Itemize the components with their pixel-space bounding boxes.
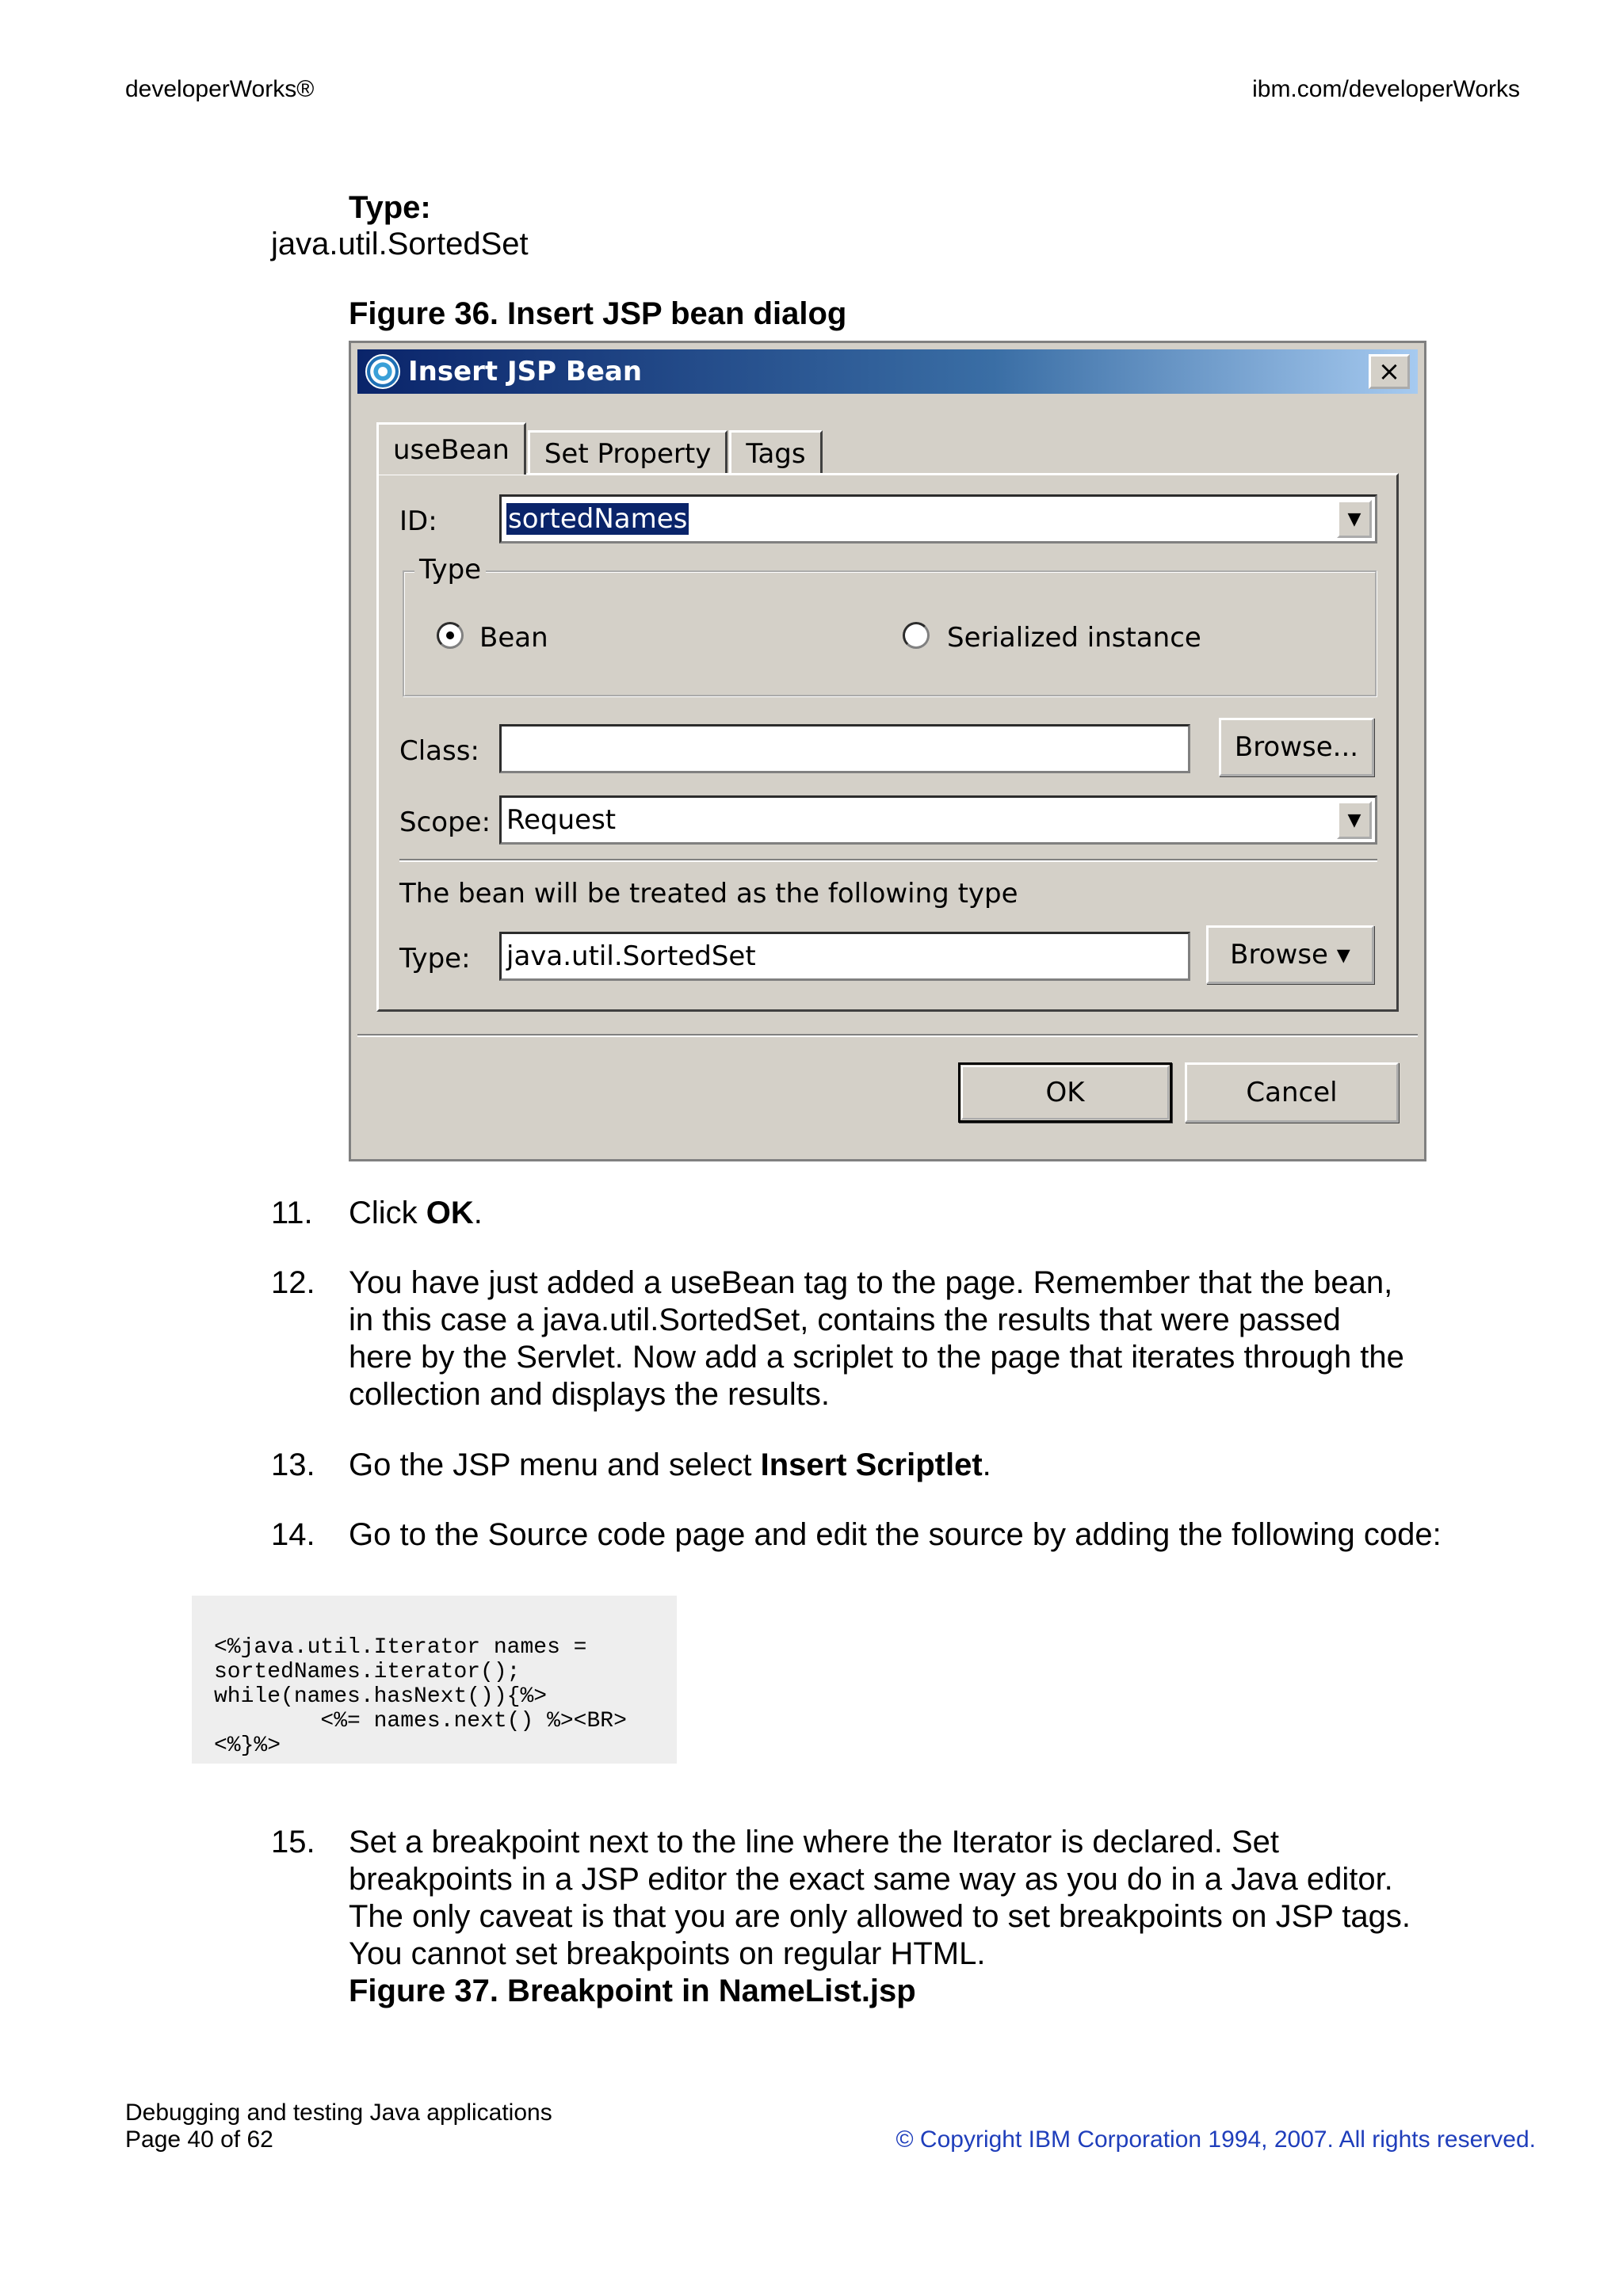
radio-serialized[interactable] — [903, 622, 930, 649]
header-brand: developerWorks® — [125, 76, 315, 102]
type-value: java.util.SortedSet — [271, 227, 529, 261]
step-number: 13. — [271, 1447, 315, 1482]
step-number: 15. — [271, 1825, 315, 1859]
id-label: ID: — [399, 505, 437, 537]
id-value: sortedNames — [508, 503, 688, 535]
type-group-label: Type — [414, 554, 486, 585]
type-field-value: java.util.SortedSet — [506, 940, 756, 972]
figure-37-caption: Figure 37. Breakpoint in NameList.jsp — [349, 1974, 916, 2008]
ok-button[interactable]: OK — [958, 1062, 1172, 1123]
app-icon — [365, 354, 400, 389]
type-field-label: Type: — [399, 943, 471, 974]
scope-value: Request — [506, 804, 617, 836]
code-block — [192, 1596, 677, 1764]
type-groupbox — [403, 554, 1377, 697]
scope-combo[interactable] — [499, 795, 1377, 845]
browse-button[interactable]: Browse... — [1219, 718, 1374, 776]
type-input[interactable] — [499, 932, 1190, 981]
insert-jsp-bean-dialog — [349, 341, 1426, 1161]
step-text: Go the JSP menu and select Insert Scriptlet. — [349, 1447, 991, 1482]
step-text: Go to the Source code page and edit the source by adding the following code: — [349, 1517, 1442, 1552]
header-url[interactable]: ibm.com/developerWorks — [1252, 76, 1520, 102]
id-combo[interactable] — [499, 494, 1377, 543]
class-input[interactable] — [499, 724, 1190, 773]
browse-dropdown-button[interactable]: Browse ▾ — [1206, 925, 1374, 984]
tab-set-property[interactable]: Set Property — [528, 430, 728, 475]
class-label: Class: — [399, 735, 479, 767]
chevron-down-icon[interactable]: ▼ — [1337, 801, 1372, 839]
step-text: Set a breakpoint next to the line where the Iterator is declared. Set breakpoints in a JSP editor the exact same way as you do in a Java editor. The only caveat is that you are only allowed to set breakpoints on JSP tags. You cannot set breakpoints on regular HTML. Figure 37. Breakpoint in NameList.jsp — [349, 1825, 1411, 2008]
close-icon[interactable]: × — [1369, 354, 1410, 389]
divider — [399, 859, 1377, 862]
step-text: You have just added a useBean tag to the page. Remember that the bean, in this case a java.util.SortedSet, contains the results that were passed here by the Servlet. Now add a scriplet to the page that iterates through the collection and displays the results. — [349, 1265, 1404, 1412]
step-number: 14. — [271, 1517, 315, 1552]
footer-divider — [357, 1034, 1418, 1037]
radio-bean-label: Bean — [479, 622, 548, 654]
dialog-title: Insert JSP Bean — [408, 356, 643, 387]
footer-page: Page 40 of 62 — [125, 2126, 273, 2153]
radio-bean[interactable] — [437, 622, 464, 649]
usebean-panel — [376, 473, 1399, 1012]
info-text: The bean will be treated as the following type — [399, 878, 1018, 910]
scope-label: Scope: — [399, 807, 491, 838]
step-text: Click OK. — [349, 1196, 483, 1230]
cancel-button[interactable]: Cancel — [1185, 1062, 1399, 1123]
footer-title: Debugging and testing Java applications — [125, 2100, 552, 2126]
dialog-titlebar — [357, 349, 1418, 394]
footer-copyright[interactable]: © Copyright IBM Corporation 1994, 2007. All rights reserved. — [896, 2126, 1536, 2153]
step-number: 11. — [271, 1196, 313, 1230]
radio-serialized-label: Serialized instance — [947, 622, 1201, 654]
chevron-down-icon[interactable]: ▼ — [1337, 500, 1372, 538]
tab-strip — [376, 422, 824, 475]
code-text: <%java.util.Iterator names = sortedNames.iterator(); while(names.hasNext()){%> <%= names.next() %><BR> <%}%> — [214, 1635, 627, 1758]
figure-36-caption: Figure 36. Insert JSP bean dialog — [349, 296, 847, 331]
tab-usebean[interactable]: useBean — [376, 422, 526, 475]
step-number: 12. — [271, 1265, 315, 1300]
type-label: Type: — [349, 190, 431, 225]
tab-tags[interactable]: Tags — [729, 430, 822, 475]
